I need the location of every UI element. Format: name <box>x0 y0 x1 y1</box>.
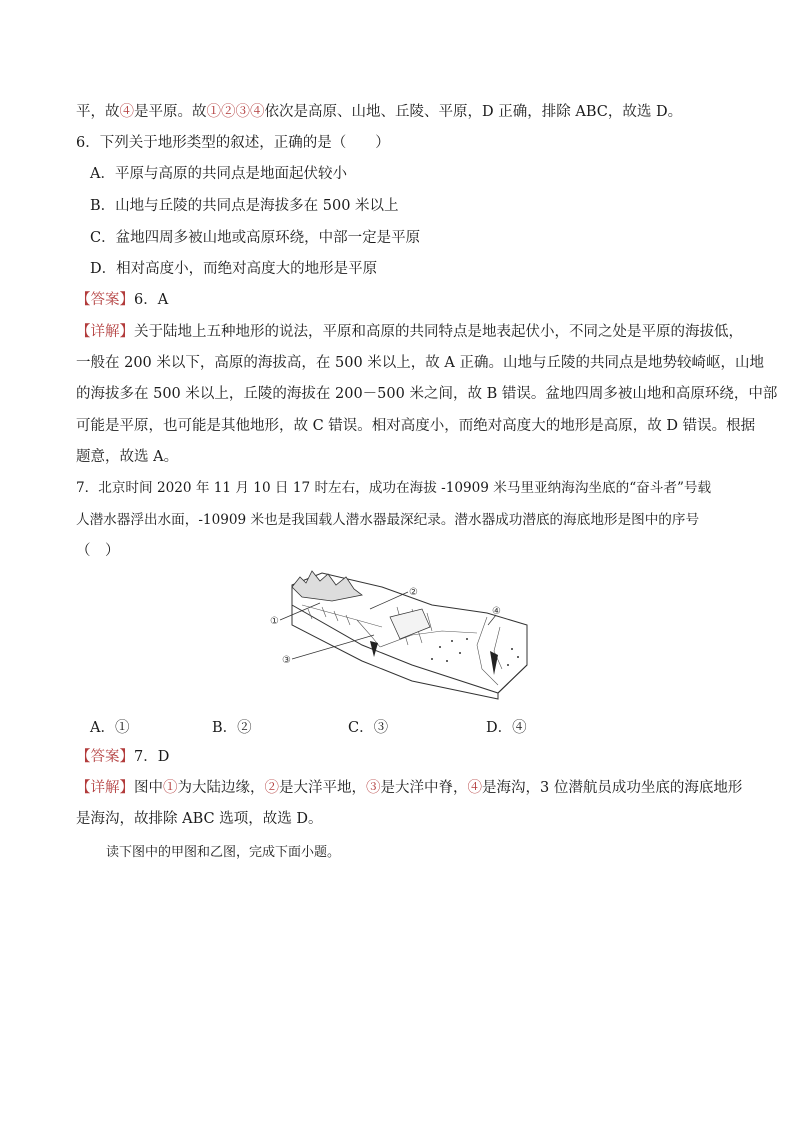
marker-3: ③ <box>366 780 381 796</box>
option-letter: B． <box>212 720 238 736</box>
option-mark: ② <box>237 720 252 736</box>
question-6-stem: 6．下列关于地形类型的叙述，正确的是（ ） <box>76 135 390 151</box>
question-7-stem-line-2: 人潜水器浮出水面，-10909 米也是我国载人潜水器最深纪录。潜水器成功潜底的海底地形是图中的序号 <box>76 512 700 528</box>
text-fragment: 依次是高原、山地、丘陵、平原，D 正确，排除 ABC，故选 D。 <box>264 104 683 120</box>
next-section-instruction: 读下图中的甲图和乙图，完成下面小题。 <box>106 845 341 860</box>
text-fragment: 是大洋平地， <box>279 780 366 796</box>
explanation-6-line-2: 一般在 200 米以下，高原的海拔高，在 500 米以上，故 A 正确。山地与丘陵的共同点是地势较崎岖，山地 <box>76 355 764 371</box>
question-7-option-c <box>348 716 388 737</box>
text-fragment: 平，故 <box>76 104 120 120</box>
answer-value: 6．A <box>134 292 169 308</box>
text-fragment: 是大洋中脊， <box>380 780 468 796</box>
explanation-tag: 【详解】 <box>76 780 134 796</box>
continental-shelf <box>302 605 382 627</box>
trench-wall <box>477 617 498 685</box>
explanation-6-line-4: 可能是平原，也可能是其他地形，故 C 错误。相对高度小，而绝对高度大的地形是高原，故 D 错误。根据 <box>76 418 756 434</box>
marker-2: ② <box>264 780 279 796</box>
question-6-option-d: D．相对高度小，而绝对高度大的地形是平原 <box>90 261 378 277</box>
hatch-marks <box>308 607 350 625</box>
text-fragment: 是平原。故 <box>134 104 207 120</box>
answer-7 <box>76 747 169 767</box>
trench-black <box>490 651 498 675</box>
question-7-stem-line-1: 7．北京时间 2020 年 11 月 10 日 17 时左右，成功在海拔 -10909 米马里亚纳海沟坐底的“奋斗者”号载 <box>76 480 712 496</box>
answer5-conclusion <box>76 102 682 122</box>
answer-6 <box>76 290 168 310</box>
callout-2: ② <box>409 587 418 598</box>
block-right-edge <box>498 665 527 693</box>
explanation-6-line-3: 的海拔多在 500 米以上，丘陵的海拔在 200－500 米之间，故 B 错误。盆地四周多被山地和高原环绕，中部 <box>76 386 778 402</box>
question-7-option-a <box>90 716 129 737</box>
mountains <box>292 571 362 601</box>
marker-4: ④ <box>119 104 134 120</box>
marker-1: ① <box>163 780 178 796</box>
mid-ocean-ridge <box>390 609 430 639</box>
option-mark: ① <box>114 720 130 736</box>
explanation-6-line-1 <box>76 322 743 342</box>
seafloor-landform-figure <box>262 565 534 700</box>
question-7-option-b <box>212 716 252 737</box>
callout-4: ④ <box>492 606 501 617</box>
option-letter: A． <box>90 720 115 736</box>
option-letter: C． <box>348 720 374 736</box>
text-fragment: 是海沟，3 位潜航员成功坐底的海底地形 <box>482 780 743 796</box>
text-fragment: 关于陆地上五种地形的说法，平原和高原的共同特点是地表起伏小，不同之处是平原的海拔低， <box>134 324 743 340</box>
question-7-option-d <box>486 716 527 737</box>
callout-1: ① <box>270 616 279 627</box>
explanation-7-line-2: 是海沟，故排除 ABC 选项，故选 D。 <box>76 811 323 827</box>
ocean-floor-line <box>380 631 477 647</box>
question-6-option-a: A．平原与高原的共同点是地面起伏较小 <box>90 166 347 182</box>
answer-tag: 【答案】 <box>76 292 134 308</box>
marker-4: ④ <box>467 780 482 796</box>
explanation-tag: 【详解】 <box>76 324 134 340</box>
question-6-option-b: B．山地与丘陵的共同点是海拔多在 500 米以上 <box>90 198 399 214</box>
text-fragment: 图中 <box>134 780 163 796</box>
leader-2 <box>370 592 408 609</box>
answer-tag: 【答案】 <box>76 749 134 765</box>
leader-3 <box>292 635 374 659</box>
explanation-7-line-1 <box>76 778 742 798</box>
text-fragment: 为大陆边缘， <box>177 780 265 796</box>
explanation-6-line-5: 题意，故选 A。 <box>76 449 179 465</box>
option-letter: D． <box>486 720 513 736</box>
question-7-stem-line-3: （ ） <box>76 543 120 559</box>
answer-value: 7．D <box>134 749 170 765</box>
option-mark: ④ <box>512 720 527 736</box>
callout-3: ③ <box>282 655 291 666</box>
option-mark: ③ <box>373 720 389 736</box>
marker-sequence: ①②③④ <box>206 104 265 120</box>
question-6-option-c: C．盆地四周多被山地或高原环绕，中部一定是平原 <box>90 230 421 246</box>
